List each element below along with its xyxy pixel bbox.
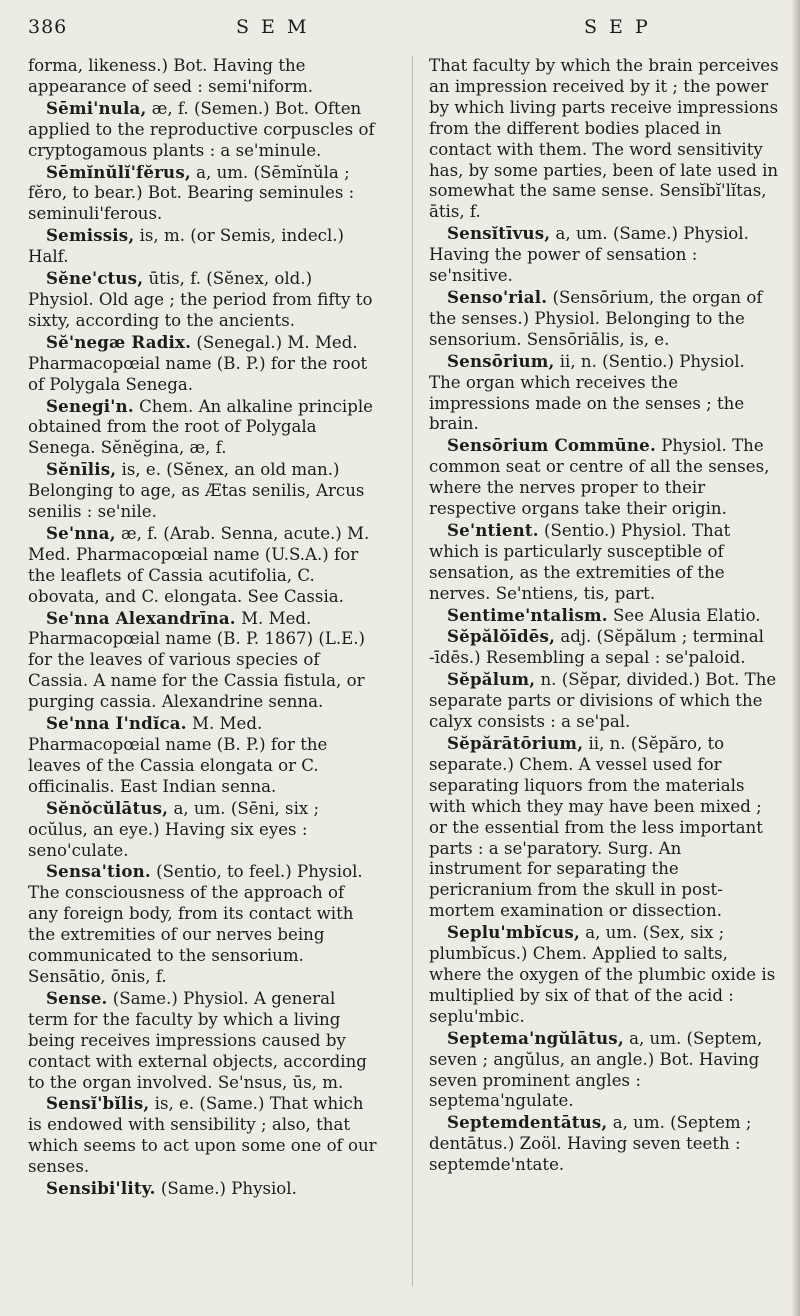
dictionary-entry <box>28 1178 378 1200</box>
entry-definition: forma, likeness.) Bot. Having the appearance of seed : semi'niform. <box>28 56 314 96</box>
right-column <box>429 56 779 1176</box>
entry-headword: Semissis, <box>46 225 135 246</box>
dictionary-entry <box>429 922 779 1028</box>
entry-headword: Sensōrium Commūne. <box>447 435 656 456</box>
right-running-heading: S E P <box>584 16 651 38</box>
page-number: 386 <box>28 16 68 38</box>
entry-definition: ūtis, f. (Sĕnex, old.) Physiol. Old age ; the period from fifty to sixty, according to the ancients. <box>28 269 373 330</box>
left-running-heading: S E M <box>236 16 310 38</box>
dictionary-entry <box>429 435 779 520</box>
entry-definition: a, um. (Septem, seven ; angŭlus, an angle.) Bot. Having seven prominent angles : septema'ngulate. <box>429 1028 763 1111</box>
dictionary-entry <box>429 56 779 223</box>
entry-headword: Sentime'ntalism. <box>447 604 608 625</box>
dictionary-entry <box>28 268 378 332</box>
entry-headword: Sĕnŏcŭlātus, <box>46 797 169 818</box>
page-edge <box>792 0 800 1316</box>
entry-headword: Sĕpălŏīdēs, <box>447 626 556 647</box>
dictionary-entry <box>28 798 378 862</box>
entry-headword: Sensĭ'bĭlis, <box>46 1093 150 1114</box>
entry-definition: ii, n. (Sentio.) Physiol. The organ which receives the impressions made on the senses ; the brain. <box>429 351 745 434</box>
entry-definition: Chem. An alkaline principle obtained from the root of Polygala Senega. Sĕnĕgina, æ, f. <box>28 396 373 458</box>
dictionary-entry <box>28 861 378 987</box>
dictionary-entry <box>28 523 378 608</box>
entry-definition: M. Med. Pharmacopœial name (B. P. 1867) (L.E.) for the leaves of various species of Cassia. A name for the Cassia fistula, or purging cassia. Alexandrine senna. <box>28 608 365 712</box>
entry-headword: Septemdentātus, <box>447 1112 608 1133</box>
entry-definition: a, um. (Septem ; dentātus.) Zoöl. Having seven teeth : septemde'ntate. <box>429 1113 752 1175</box>
dictionary-entry <box>28 988 378 1094</box>
dictionary-entry <box>429 733 779 922</box>
entry-headword: Seplu'mbĭcus, <box>447 922 580 943</box>
entry-headword: Sēmi'nula, <box>46 97 147 118</box>
entry-definition: M. Med. Pharmacopœial name (B. P.) for the leaves of the Cassia elongata or C. officinalis. East Indian senna. <box>28 714 328 796</box>
entry-headword: Se'nna Alexandrīna. <box>46 607 236 628</box>
dictionary-entry <box>28 225 378 268</box>
entry-definition: a, um. (Sēmĭnŭla ; fĕro, to bear.) Bot. Bearing seminules : seminuli'ferous. <box>28 162 355 224</box>
dictionary-entry <box>429 223 779 287</box>
dictionary-entry <box>28 162 378 226</box>
entry-definition: a, um. (Same.) Physiol. Having the power of sensation : se'nsitive. <box>429 224 749 286</box>
entry-headword: Sĕne'ctus, <box>46 268 144 289</box>
entry-headword: Sensĭtīvus, <box>447 223 551 244</box>
entry-definition: (Same.) Physiol. A general term for the faculty by which a living being receives impressions caused by contact with external objects, according to the organ involved. Se'nsus, ūs, m. <box>28 988 367 1092</box>
dictionary-entry <box>28 459 378 523</box>
entry-definition: (Sentio, to feel.) Physiol. The consciousness of the approach of any foreign body, from its contact with the extremities of our nerves being communicated to the sensorium. Sensātio, ōnis, f. <box>28 862 363 986</box>
dictionary-entry <box>429 1028 779 1113</box>
page-header <box>28 12 768 46</box>
entry-headword: Sĕ'negæ Radix. <box>46 331 192 352</box>
dictionary-entry <box>28 332 378 396</box>
dictionary-entry <box>28 98 378 162</box>
entry-headword: Senegi'n. <box>46 395 134 416</box>
dictionary-entry <box>429 1112 779 1176</box>
entry-definition: æ, f. (Arab. Senna, acute.) M. Med. Pharmacopœial name (U.S.A.) for the leaflets of Cassia acutifolia, C. obovata, and C. elongata. See Cassia. <box>28 523 370 606</box>
entry-definition: a, um. (Sex, six ; plumbĭcus.) Chem. Applied to salts, where the oxygen of the plumbic oxide is multiplied by six of that of the acid : seplu'mbic. <box>429 923 776 1026</box>
entry-headword: Sense. <box>46 987 108 1008</box>
entry-definition: adj. (Sĕpălum ; terminal -īdēs.) Resembling a sepal : se'paloid. <box>429 627 764 668</box>
entry-headword: Sēmĭnŭlĭ'fĕrus, <box>46 161 191 182</box>
entry-definition: That faculty by which the brain perceives an impression received by it ; the power by which living parts receive impressions from the different bodies placed in contact with them. The word sensitivity has, by some parties, been of late used in somewhat the same sense. Sensĭbĭ'lĭtas, ātis, f. <box>429 56 779 222</box>
entry-headword: Sĕpălum, <box>447 669 536 690</box>
dictionary-entry <box>28 1093 378 1178</box>
entry-definition: is, e. (Sĕnex, an old man.) Belonging to age, as Ætas senilis, Arcus senilis : se'nile. <box>28 460 365 522</box>
entry-definition: is, m. (or Semis, indecl.) Half. <box>28 226 345 267</box>
entry-headword: Septema'ngŭlātus, <box>447 1027 624 1048</box>
column-divider <box>412 56 413 1286</box>
entry-headword: Sĕpărātōrium, <box>447 733 584 753</box>
entry-headword: Se'ntient. <box>447 519 539 540</box>
dictionary-entry <box>28 396 378 460</box>
entry-definition: (Senegal.) M. Med. Pharmacopœial name (B. P.) for the root of Polygala Senega. <box>28 332 368 394</box>
entry-definition: (Sensōrium, the organ of the senses.) Physiol. Belonging to the sensorium. Sensōriālis, is, e. <box>429 287 763 349</box>
entry-headword: Senso'rial. <box>447 286 548 307</box>
entry-headword: Se'nna, <box>46 522 116 543</box>
entry-headword: Sensa'tion. <box>46 861 151 882</box>
entry-definition: a, um. (Sēni, six ; ocŭlus, an eye.) Having six eyes : seno'culate. <box>28 798 320 860</box>
entry-definition: (Sentio.) Physiol. That which is particularly susceptible of sensation, as the extremities of the nerves. Se'ntiens, tis, part. <box>429 520 731 603</box>
dictionary-entry <box>429 351 779 436</box>
entry-headword: Sensōrium, <box>447 350 555 371</box>
entry-definition: Physiol. The common seat or centre of all the senses, where the nerves proper to their respective organs take their origin. <box>429 436 770 519</box>
entry-definition: ii, n. (Sĕpăro, to separate.) Chem. A vessel used for separating liquors from the materials with which they may have been mixed ; or the essential from the less important parts : a se'paratory. Surg. An instrument for separating the pericranium from the skull in post-mortem examination or dissection. <box>429 734 763 921</box>
dictionary-entry <box>28 713 378 798</box>
entry-definition: æ, f. (Semen.) Bot. Often applied to the reproductive corpuscles of cryptogamous plants : a se'minule. <box>28 98 375 160</box>
entry-definition: (Same.) Physiol. <box>160 1179 297 1199</box>
entry-definition: See Alusia Elatio. <box>613 605 761 625</box>
entry-headword: Sensibi'lity. <box>46 1178 156 1199</box>
dictionary-entry <box>429 626 779 669</box>
entry-definition: is, e. (Same.) That which is endowed with sensibility ; also, that which seems to act upon some one of our senses. <box>28 1094 377 1177</box>
entry-definition: n. (Sĕpar, divided.) Bot. The separate parts or divisions of which the calyx consists : a se'pal. <box>429 670 777 732</box>
dictionary-entry <box>28 56 378 98</box>
entry-headword: Se'nna I'ndĭca. <box>46 713 187 734</box>
dictionary-entry <box>429 669 779 733</box>
dictionary-entry <box>429 520 779 605</box>
dictionary-entry <box>429 287 779 351</box>
left-column <box>28 56 378 1200</box>
entry-headword: Sĕnīlis, <box>46 459 117 480</box>
dictionary-entry <box>28 608 378 714</box>
dictionary-entry <box>429 605 779 627</box>
